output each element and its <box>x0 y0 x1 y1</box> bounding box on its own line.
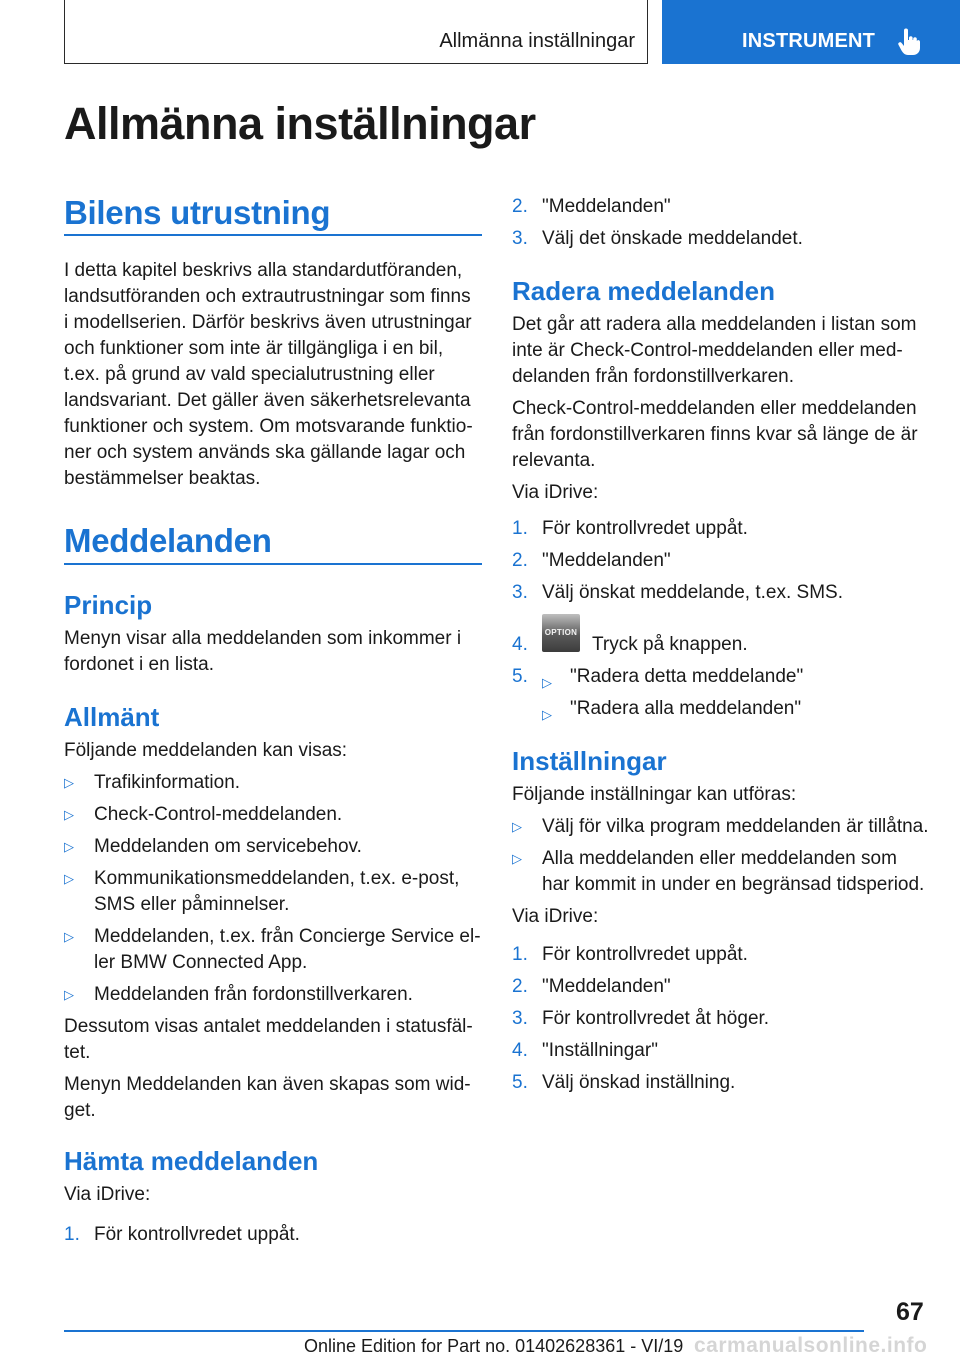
step-text: Välj önskat meddelande, t.ex. SMS. <box>542 582 843 603</box>
watermark-logo: carmanualsonline.info <box>694 1334 928 1357</box>
header-section-tab <box>64 0 648 64</box>
header-section-title: Allmänna inställningar <box>439 30 635 52</box>
heading-rule <box>64 563 482 565</box>
text-line: Via iDrive: <box>64 1184 151 1205</box>
step-number: 2. <box>512 550 528 571</box>
text-line: Följande meddelanden kan visas: <box>64 740 348 761</box>
page-title: Allmänna inställningar <box>64 98 536 149</box>
step-number: 1. <box>64 1224 80 1245</box>
heading-hamta-meddelanden: Hämta meddelanden <box>64 1146 319 1176</box>
triangle-bullet-icon: ▷ <box>542 707 552 722</box>
step-text: "Meddelanden" <box>542 976 671 997</box>
text-line: funktioner och system. Om motsvarande funktio- <box>64 416 473 437</box>
text-line: Dessutom visas antalet meddelanden i statusfäl- <box>64 1016 473 1037</box>
step-text: För kontrollvredet uppåt. <box>542 944 748 965</box>
list-item-continued: har kommit in under en begränsad tidsperiod. <box>542 874 925 895</box>
text-line: Följande inställningar kan utföras: <box>512 784 797 805</box>
text-line: delanden från fordonstillverkaren. <box>512 366 795 387</box>
text-line: tet. <box>64 1042 91 1063</box>
step-text: För kontrollvredet uppåt. <box>94 1224 300 1245</box>
header-chapter-tab <box>662 0 960 64</box>
heading-princip: Princip <box>64 590 153 620</box>
heading-allmant: Allmänt <box>64 702 160 732</box>
step-text: "Radera detta meddelande" <box>570 666 804 687</box>
step-number: 5. <box>512 1072 528 1093</box>
list-item: Meddelanden, t.ex. från Concierge Service el- <box>94 926 481 947</box>
step-number: 3. <box>512 1008 528 1029</box>
triangle-bullet-icon: ▷ <box>64 775 74 790</box>
triangle-bullet-icon: ▷ <box>542 675 552 690</box>
step-text: Välj det önskade meddelandet. <box>542 228 803 249</box>
footer-edition-text: Online Edition for Part no. 01402628361 - VI/19 <box>304 1336 684 1356</box>
step-number: 3. <box>512 582 528 603</box>
text-line: Via iDrive: <box>512 906 599 927</box>
text-line: t.ex. på grund av vald specialutrustning eller <box>64 364 435 385</box>
text-line: relevanta. <box>512 450 596 471</box>
text-line: get. <box>64 1100 96 1121</box>
heading-installningar: Inställningar <box>512 746 667 776</box>
pointing-hand-icon <box>898 28 920 56</box>
step-number: 2. <box>512 976 528 997</box>
text-line: landsvariant. Det gäller även säkerhetsrelevanta <box>64 390 471 411</box>
text-line: i modellserien. Därför beskrivs även utrustningar <box>64 312 472 333</box>
text-line: Via iDrive: <box>512 482 599 503</box>
footer-rule <box>64 1330 864 1332</box>
step-text: Välj önskad inställning. <box>542 1072 736 1093</box>
text-line: ner och system används ska gällande lagar och <box>64 442 466 463</box>
triangle-bullet-icon: ▷ <box>64 987 74 1002</box>
text-line: inte är Check-Control-meddelanden eller med- <box>512 340 903 361</box>
step-number: 2. <box>512 196 528 217</box>
text-line: Menyn Meddelanden kan även skapas som wid- <box>64 1074 471 1095</box>
step-text: "Meddelanden" <box>542 550 671 571</box>
step-text: "Meddelanden" <box>542 196 671 217</box>
text-line: från fordonstillverkaren finns kvar så länge de är <box>512 424 918 445</box>
text-line: Check-Control-meddelanden eller meddelanden <box>512 398 917 419</box>
list-item-continued: SMS eller påminnelser. <box>94 894 290 915</box>
step-text: Tryck på knappen. <box>592 634 748 655</box>
triangle-bullet-icon: ▷ <box>512 819 522 834</box>
triangle-bullet-icon: ▷ <box>512 851 522 866</box>
page-number: 67 <box>896 1298 924 1326</box>
text-line: och funktioner som inte är tillgängliga i en bil, <box>64 338 444 359</box>
list-item: Trafikinformation. <box>94 772 241 793</box>
text-line: landsutföranden och extrautrustningar som finns <box>64 286 471 307</box>
triangle-bullet-icon: ▷ <box>64 871 74 886</box>
step-text: För kontrollvredet uppåt. <box>542 518 748 539</box>
list-item: Alla meddelanden eller meddelanden som <box>542 848 897 869</box>
step-number: 3. <box>512 228 528 249</box>
option-button-icon: OPTION <box>542 614 580 652</box>
heading-meddelanden: Meddelanden <box>64 522 272 559</box>
text-line: Det går att radera alla meddelanden i listan som <box>512 314 917 335</box>
step-text: För kontrollvredet åt höger. <box>542 1008 770 1029</box>
step-number: 4. <box>512 634 528 655</box>
triangle-bullet-icon: ▷ <box>64 929 74 944</box>
text-line: Menyn visar alla meddelanden som inkommer i <box>64 628 462 649</box>
step-text: "Inställningar" <box>542 1040 658 1061</box>
list-item: Meddelanden om servicebehov. <box>94 836 362 857</box>
heading-bilens-utrustning: Bilens utrustning <box>64 194 331 231</box>
text-line: bestämmelser beaktas. <box>64 468 261 489</box>
heading-rule <box>64 234 482 236</box>
step-number: 5. <box>512 666 528 687</box>
triangle-bullet-icon: ▷ <box>64 839 74 854</box>
list-item: Check-Control-meddelanden. <box>94 804 343 825</box>
text-line: I detta kapitel beskrivs alla standardutföranden, <box>64 260 463 281</box>
step-number: 1. <box>512 944 528 965</box>
list-item: Meddelanden från fordonstillverkaren. <box>94 984 413 1005</box>
list-item-continued: ler BMW Connected App. <box>94 952 308 973</box>
triangle-bullet-icon: ▷ <box>64 807 74 822</box>
step-number: 4. <box>512 1040 528 1061</box>
text-line: fordonet i en lista. <box>64 654 214 675</box>
step-number: 1. <box>512 518 528 539</box>
heading-radera-meddelanden: Radera meddelanden <box>512 276 775 306</box>
header-chapter-title: INSTRUMENT <box>742 30 876 52</box>
step-text: "Radera alla meddelanden" <box>570 698 802 719</box>
list-item: Kommunikationsmeddelanden, t.ex. e-post, <box>94 868 460 889</box>
list-item: Välj för vilka program meddelanden är tillåtna. <box>542 816 929 837</box>
